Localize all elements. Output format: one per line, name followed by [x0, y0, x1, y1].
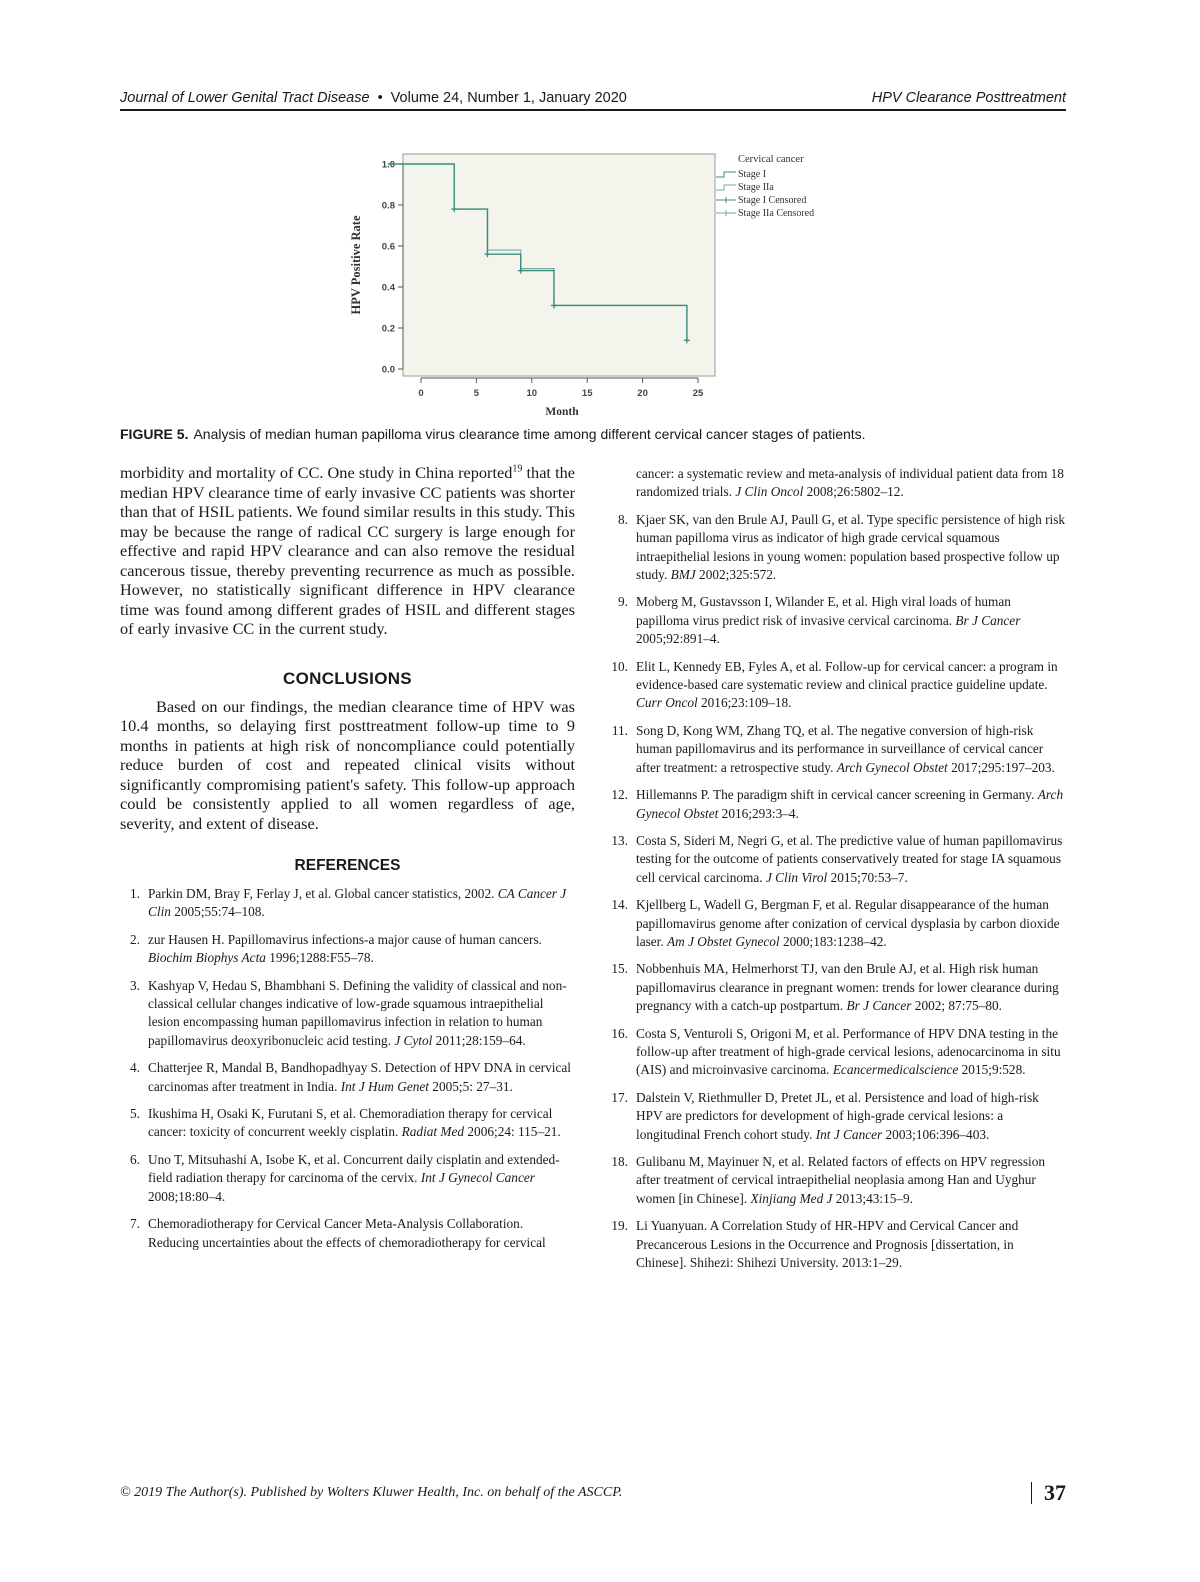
reference-citation: 2016;293:3–4.	[718, 805, 799, 821]
reference-number: 7.	[130, 1216, 140, 1232]
reference-text	[148, 1151, 575, 1206]
references-heading: REFERENCES	[294, 857, 401, 874]
reference-journal: Int J Cancer	[815, 1126, 883, 1142]
conclusions-paragraph: Based on our findings, the median clearance time of HPV was 10.4 months, so delaying first posttreatment follow-up time to 9 months in patients at high risk of noncompliance could potentially reduce burden of cost and repeated clinical visits without significantly compromising patient's safety. This follow-up approach could be consistently applied to all women regardless of age, severity, and extent of disease.	[120, 696, 575, 833]
copyright-notice: © 2019 The Author(s). Published by Wolters Kluwer Health, Inc. on behalf of the ASCCP.	[120, 1485, 623, 1500]
reference-authors-title: Moberg M, Gustavsson I, Wilander E, et al. High viral loads of human papilloma virus predict risk of invasive cervical carcinoma.	[636, 594, 1011, 628]
reference-item	[608, 722, 1066, 777]
running-head-left	[120, 90, 627, 106]
reference-authors-title: Ikushima H, Osaki K, Furutani S, et al. Chemoradiation therapy for cervical cancer: toxicity of concurrent weekly cisplatin.	[148, 1106, 553, 1140]
reference-citation: 2016;23:109–18.	[697, 695, 792, 711]
reference-journal: Biochim Biophys Acta	[148, 950, 266, 966]
reference-journal: CA Cancer J Clin	[148, 886, 567, 920]
chart-legend	[716, 154, 814, 219]
reference-number: 9.	[618, 594, 628, 610]
plot-background	[403, 154, 715, 376]
y-tick-label: 0.2	[381, 323, 395, 335]
reference-journal: Xinjiang Med J	[750, 1190, 833, 1206]
reference-citation: 2006;24: 115–21.	[464, 1124, 561, 1140]
x-tick-label: 20	[637, 388, 648, 399]
reference-authors-title: Li Yuanyuan. A Correlation Study of HR-HPV and Cervical Cancer and Precancerous Lesions in the Occurrence and Prognosis [dissertation, in Chinese]. Shihezi: Shihezi University. 2013:1–29.	[636, 1218, 1019, 1271]
reference-text	[636, 1089, 1066, 1144]
y-axis-label: HPV Positive Rate	[349, 215, 363, 315]
reference-citation: 2005;5: 27–31.	[428, 1078, 513, 1094]
reference-citation: 2003;106:396–403.	[882, 1126, 990, 1142]
reference-number: 18.	[611, 1154, 628, 1169]
reference-item	[608, 593, 1066, 648]
page-number-bar	[1031, 1482, 1033, 1504]
reference-citation: 2013;43:15–9.	[832, 1190, 913, 1206]
reference-authors-title: Kjaer SK, van den Brule AJ, Paull G, et al. Type specific persistence of high risk human papilloma virus as indicator of high grade cervical squamous intraepithelial lesions in young women: population based prospective follow up study.	[636, 511, 1066, 583]
legend-entry: Stage I	[738, 169, 767, 180]
reference-citation: 2011;28:159–64.	[432, 1032, 526, 1048]
reference-text	[148, 931, 575, 968]
reference-authors-title: Elit L, Kennedy EB, Fyles A, et al. Follow-up for cervical cancer: a program in evidence-based care systematic review and clinical practice guideline update.	[636, 658, 1058, 693]
page-number: 37	[1044, 1480, 1066, 1505]
figure-caption	[120, 424, 1066, 444]
reference-citation: 2000;183:1238–42.	[779, 933, 887, 949]
x-tick-label: 15	[581, 388, 593, 399]
reference-authors-title: Chatterjee R, Mandal B, Bandhopadhyay S. Detection of HPV DNA in cervical carcinomas after treatment in India.	[148, 1060, 571, 1094]
right-column	[608, 465, 1066, 1281]
reference-authors-title: Hillemanns P. The paradigm shift in cervical cancer screening in Germany.	[636, 787, 1038, 803]
reference-authors-title: cancer: a systematic review and meta-analysis of individual patient data from 18 randomized trials.	[636, 466, 1064, 500]
reference-number: 10.	[611, 658, 628, 674]
reference-journal: Br J Cancer	[955, 612, 1021, 628]
page-number-block	[1031, 1480, 1067, 1506]
reference-text	[636, 593, 1066, 648]
reference-item	[608, 832, 1066, 887]
reference-citation: 2008;18:80–4.	[148, 1188, 226, 1204]
y-tick-label: 0.8	[381, 200, 395, 212]
reference-journal: Curr Oncol	[636, 695, 698, 711]
reference-number: 17.	[611, 1089, 628, 1105]
reference-text	[636, 786, 1066, 823]
legend-entry: Stage I Censored	[738, 195, 807, 206]
reference-item	[608, 1153, 1066, 1208]
reference-citation: 2005;92:891–4.	[636, 631, 720, 647]
reference-number: 16.	[611, 1025, 628, 1041]
legend-title: Cervical cancer	[738, 154, 804, 165]
reference-text	[636, 722, 1066, 777]
reference-number: 12.	[611, 787, 628, 803]
reference-authors-title: Nobbenhuis MA, Helmerhorst TJ, van den Brule AJ, et al. High risk human papillomavirus clearance in pregnant women: trends for lower clearance during pregnancy with a catch-up postpartum.	[636, 961, 1059, 1014]
reference-citation: 2002; 87:75–80.	[911, 998, 1002, 1014]
reference-number: 5.	[130, 1106, 140, 1122]
reference-citation: 2017;295:197–203.	[947, 759, 1055, 775]
reference-journal: Br J Cancer	[846, 998, 912, 1014]
reference-authors-title: Costa S, Venturoli S, Origoni M, et al. Performance of HPV DNA testing in the follow-up after treatment of high-grade cervical lesions, adenocarcinoma in situ (AIS) and microinvasive carcinoma.	[636, 1025, 1061, 1078]
reference-journal: J Clin Oncol	[735, 484, 804, 500]
conclusions-heading: CONCLUSIONS	[283, 668, 412, 688]
reference-citation: 1996;1288:F55–78.	[265, 950, 374, 966]
left-column	[120, 463, 575, 1261]
reference-journal: Radiat Med	[401, 1124, 465, 1140]
reference-authors-title: Uno T, Mitsuhashi A, Isobe K, et al. Concurrent daily cisplatin and extended-field radiation therapy for carcinoma of the cervix.	[148, 1151, 560, 1186]
y-tick-label: 0.4	[381, 282, 395, 294]
reference-item	[608, 786, 1066, 823]
reference-journal: Arch Gynecol Obstet	[836, 759, 948, 775]
reference-text	[148, 1059, 575, 1096]
citation-superscript: 19	[512, 463, 523, 475]
reference-number: 15.	[611, 961, 628, 977]
reference-journal: Arch Gynecol Obstet	[636, 787, 1064, 821]
reference-authors-title: Dalstein V, Riethmuller D, Pretet JL, et al. Persistence and load of high-risk HPV are predictors for development of high-grade cervical lesions: a longitudinal French cohort study.	[636, 1089, 1039, 1142]
reference-text	[636, 658, 1066, 713]
references-list-left	[120, 885, 575, 1252]
legend-entry: Stage IIa	[738, 182, 774, 193]
reference-item	[120, 1215, 575, 1252]
reference-citation: 2008;26:5802–12.	[803, 484, 904, 500]
article-short-title: HPV Clearance Posttreatment	[871, 90, 1066, 106]
page-footer	[120, 1480, 1066, 1506]
reference-item	[608, 960, 1066, 1015]
y-tick-label: 0.0	[381, 364, 395, 376]
reference-number: 2.	[130, 931, 140, 947]
km-chart	[340, 145, 860, 420]
reference-number: 1.	[130, 886, 140, 901]
reference-journal: J Clin Virol	[765, 869, 828, 885]
figure-label: FIGURE 5.	[120, 426, 189, 442]
reference-number: 19.	[611, 1218, 628, 1234]
reference-authors-title: Parkin DM, Bray F, Ferlay J, et al. Global cancer statistics, 2002.	[148, 886, 498, 901]
reference-journal: J Cytol	[394, 1032, 433, 1048]
reference-item	[120, 1105, 575, 1142]
references-list-right	[608, 465, 1066, 1272]
header-bullet: •	[377, 90, 383, 106]
x-tick-label: 5	[473, 388, 480, 399]
discussion-text-b: that the median HPV clearance time of early invasive CC patients was shorter than that of HSIL patients. We found similar results in this study. This may be because the range of radical CC surgery is large enough for effective and rapid HPV clearance and can also remove the residual cancerous tissue, thereby preventing recurrence as much as possible. However, no statistically significant difference in HPV clearance time was found among different grades of HSIL and different stages of early invasive CC in the current study.	[120, 463, 575, 638]
y-axis	[382, 160, 403, 376]
x-tick-label: 0	[418, 388, 424, 399]
reference-text	[636, 511, 1066, 585]
reference-citation: 2015;9:528.	[958, 1062, 1026, 1078]
reference-journal: Am J Obstet Gynecol	[667, 933, 780, 949]
reference-item	[608, 896, 1066, 951]
reference-item	[120, 977, 575, 1051]
reference-number: 8.	[618, 511, 628, 527]
reference-text	[148, 1215, 575, 1252]
discussion-text-a: morbidity and mortality of CC. One study in China reported	[120, 463, 513, 482]
figure-caption-text: Analysis of median human papilloma virus clearance time among different cervical cancer stages of patients.	[193, 426, 866, 442]
reference-item	[120, 1151, 575, 1206]
figure-5	[340, 145, 860, 420]
reference-authors-title: Gulibanu M, Mayinuer N, et al. Related factors of effects on HPV regression after treatment of cervical intraepithelial neoplasia among Han and Uyghur women [in Chinese].	[636, 1154, 1046, 1206]
reference-item	[608, 658, 1066, 713]
reference-citation: 2005;55:74–108.	[170, 904, 265, 920]
reference-authors-title: Kjellberg L, Wadell G, Bergman F, et al. Regular disappearance of the human papillomavirus genome after conization of cervical dysplasia by carbon dioxide laser.	[636, 897, 1060, 949]
reference-item	[608, 465, 1066, 502]
reference-text	[636, 1153, 1066, 1208]
reference-authors-title: Song D, Kong WM, Zhang TQ, et al. The negative conversion of high-risk human papillomavirus and its performance in surveillance of cervical cancer after treatment: a retrospective study.	[636, 722, 1044, 775]
reference-authors-title: Kashyap V, Hedau S, Bhambhani S. Defining the validity of classical and non-classical cellular changes indicative of low-grade squamous intraepithelial lesion encompassing human papillomavirus infection in relation to human papillomavirus deoxyribonucleic acid testing.	[148, 977, 567, 1048]
reference-text	[636, 960, 1066, 1015]
x-axis	[418, 378, 704, 399]
discussion-paragraph	[120, 463, 575, 639]
reference-number: 6.	[130, 1151, 140, 1167]
reference-item	[120, 1059, 575, 1096]
reference-number: 11.	[611, 722, 628, 738]
reference-citation: 2002;325:572.	[695, 567, 777, 583]
journal-name: Journal of Lower Genital Tract Disease	[120, 90, 370, 106]
reference-text	[636, 832, 1066, 887]
y-tick-label: 1.0	[381, 159, 395, 171]
reference-journal: Int J Hum Genet	[340, 1078, 429, 1094]
legend-swatch-step	[716, 185, 736, 190]
reference-text	[148, 977, 575, 1051]
reference-number: 3.	[130, 977, 140, 993]
reference-citation: 2015;70:53–7.	[827, 869, 908, 885]
reference-text	[636, 896, 1066, 951]
reference-journal: Int J Gynecol Cancer	[420, 1170, 535, 1186]
reference-item	[120, 885, 575, 922]
reference-text	[636, 465, 1066, 502]
reference-journal: Ecancermedicalscience	[832, 1062, 959, 1078]
running-head	[120, 84, 1066, 111]
reference-number	[608, 465, 636, 502]
reference-text	[148, 1105, 575, 1142]
x-tick-label: 10	[526, 388, 538, 399]
reference-journal: BMJ	[670, 567, 696, 583]
legend-entry: Stage IIa Censored	[738, 208, 815, 219]
legend-swatch-step	[716, 172, 736, 177]
x-tick-label: 25	[692, 388, 704, 399]
y-tick-label: 0.6	[381, 241, 395, 253]
reference-text	[636, 1025, 1066, 1080]
reference-item	[608, 1025, 1066, 1080]
reference-text	[148, 885, 575, 922]
reference-item	[120, 931, 575, 968]
reference-number: 14.	[611, 897, 628, 913]
reference-authors-title: zur Hausen H. Papillomavirus infections-a major cause of human cancers.	[148, 931, 542, 947]
reference-item	[608, 1089, 1066, 1144]
issue-info: Volume 24, Number 1, January 2020	[390, 90, 627, 106]
reference-number: 4.	[130, 1060, 140, 1076]
reference-authors-title: Chemoradiotherapy for Cervical Cancer Meta-Analysis Collaboration. Reducing uncertainties about the effects of chemoradiotherapy for cervical	[148, 1216, 546, 1250]
reference-number: 13.	[611, 832, 628, 848]
reference-item	[608, 511, 1066, 585]
reference-text	[636, 1217, 1066, 1272]
reference-item	[608, 1217, 1066, 1272]
reference-authors-title: Costa S, Sideri M, Negri G, et al. The predictive value of human papillomavirus testing for the outcome of patients conservatively treated for stage IA squamous cell cervical carcinoma.	[636, 832, 1063, 885]
x-axis-label: Month	[545, 406, 579, 418]
